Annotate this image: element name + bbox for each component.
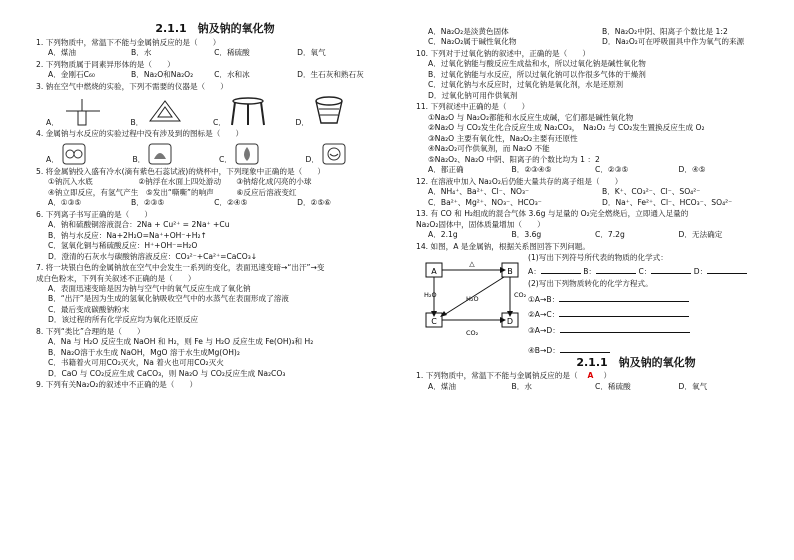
blank-reaction-3[interactable] (560, 332, 690, 333)
q7-line-1: 成白色粉末，下列有关叙述不正确的是（ ） (36, 273, 196, 283)
q13-options (428, 230, 776, 239)
q3-option-a: A． (46, 93, 102, 127)
second-title: 2.1.1 钠及钠的氧化物 (576, 355, 696, 369)
q8-option-d: D．CaO 与 CO₂反应生成 CaCO₃，则 Na₂O 与 CO₂反应生成 Na₂CO₃ (48, 368, 286, 378)
goggles-icon (62, 143, 86, 165)
q7-option-c: C．最后变成碳酸钠粉末 (48, 304, 130, 314)
blank-c[interactable] (651, 273, 691, 274)
q12-option-b: B．K⁺、CO₃²⁻、Cl⁻、SO₄²⁻ (602, 187, 701, 197)
q3-option-b: B． (130, 93, 184, 127)
q12-stem: 12. 在溶液中加入 Na₂O₂后仍能大量共存的离子组是（ ） (416, 176, 623, 186)
q4-icon-options (46, 141, 346, 165)
q6-option-b: B．钠与水反应：Na+2H₂O=Na⁺+OH⁻+H₂↑ (48, 230, 207, 240)
right-column (416, 0, 776, 391)
q2-option-c: C．水和冰 (214, 70, 250, 80)
label-co2-right: CO₂ (514, 291, 527, 300)
q8-option-b: B．Na₂O溶于水生成 NaOH，MgO 溶于水生成Mg(OH)₂ (48, 347, 240, 357)
q13-option-b: B．3.6g (511, 230, 542, 240)
node-d: D (506, 317, 514, 327)
q13-option-c: C．7.2g (595, 230, 625, 240)
q11-options (428, 165, 776, 174)
wash-hands-icon (322, 143, 346, 165)
heating-icon (148, 143, 172, 165)
q4-option-d: D． (306, 141, 346, 165)
q10-option-b: B．过氧化钠能与水反应，所以过氧化钠可以作很多气体的干燥剂 (428, 69, 646, 79)
q5-options (48, 198, 394, 207)
q2-option-d: D．生石灰和熟石灰 (297, 70, 364, 80)
q8-option-a: A．Na 与 H₂O 反应生成 NaOH 和 H₂，则 Fe 与 H₂O 反应生成 Fe(OH)₃和 H₂ (48, 337, 314, 347)
node-b: B (507, 267, 513, 277)
reaction-diagram (424, 255, 534, 343)
q12-option-d: D．Na⁺、Fe²⁺、Cl⁻、HCO₃⁻、SO₄²⁻ (602, 197, 733, 207)
q4-option-a: A． (46, 141, 86, 165)
q11-statement-4: ④Na₂O₂可作供氧剂，而 Na₂O 不能 (428, 144, 550, 154)
r1-stem: 1. 下列物质中，常温下不能与金属钠反应的是（ A ） (416, 371, 612, 381)
q4-stem: 4. 金属钠与水反应的实验过程中没有涉及到的图标是（ ） (36, 129, 244, 139)
q2-stem: 2. 下列物质属于同素异形体的是（ ） (36, 59, 175, 69)
label-co2-bottom: CO₂ (466, 329, 479, 338)
q14-formula-blanks: A： B： C： D： (528, 267, 776, 276)
q3-apparatus-options (46, 93, 346, 127)
q6-option-a: A．钠和硫酸铜溶液混合：2Na + Cu²⁺ = 2Na⁺ +Cu (48, 220, 230, 230)
q6-option-c: C．氢氧化铜与稀硫酸反应：H⁺+OH⁻=H₂O (48, 241, 198, 251)
blank-d[interactable] (707, 273, 747, 274)
q9-option-c: C．Na₂O₂属于碱性氧化物 (428, 37, 517, 47)
q2-option-a: A．金刚石C₆₀ (48, 70, 95, 80)
q11-stem: 11. 下列叙述中正确的是（ ） (416, 102, 530, 112)
left-column (36, 0, 394, 390)
r1-option-c: C．稀硫酸 (595, 381, 631, 391)
q1-stem: 1. 下列物质中，常温下不能与金属钠反应的是（ ） (36, 37, 221, 47)
q11-statement-3: ③Na₂O 主要有氧化性，Na₂O₂主要有还原性 (428, 133, 578, 143)
blank-b[interactable] (596, 273, 636, 274)
q13-line-2: Na₂O₂固体中，固体质量增加（ ） (416, 219, 545, 229)
q11-option-d: D．④⑤ (678, 165, 706, 175)
q1-options (48, 48, 394, 57)
q12-option-a: A．NH₄⁺、Ba²⁺、Cl⁻、NO₃⁻ (428, 187, 530, 197)
label-h2o-left: H₂O (424, 291, 437, 300)
q13-option-d: D．无法确定 (678, 230, 723, 240)
blank-reaction-2[interactable] (559, 316, 689, 317)
clay-triangle-icon (146, 97, 184, 127)
q3-option-d: D． (296, 93, 346, 127)
q14-reaction-2: ②A→C： (528, 310, 776, 319)
q4-option-b: B． (132, 141, 172, 165)
q10-stem: 10. 下列对于过氧化钠的叙述中，正确的是（ ） (416, 48, 590, 58)
q5-line-2: ④钠立即反应，有氢气产生 ⑤发出“嘶嘶”的响声 ⑥反应后溶液变红 (48, 187, 297, 197)
q12-options-row2 (428, 198, 776, 207)
q11-option-b: B．②③④⑤ (511, 165, 552, 175)
page-title: 2.1.1 钠及钠的氧化物 (155, 22, 275, 35)
q1-option-c: C．稀硫酸 (214, 48, 250, 58)
q3-option-c: C． (213, 93, 267, 127)
blank-reaction-1[interactable] (559, 301, 689, 302)
q11-option-a: A．都正确 (428, 165, 464, 175)
q9-option-d: D．Na₂O₂可在呼吸面具中作为氧气的来源 (602, 37, 745, 47)
q14-reaction-4: ④B→D： (528, 346, 776, 355)
q1-option-d: D．氧气 (297, 48, 326, 58)
answer-mark: A (587, 371, 594, 381)
q9-options-row2 (428, 37, 776, 46)
q9-options-row1 (428, 27, 776, 36)
q11-statement-1: ①Na₂O 与 Na₂O₂都能和水反应生成碱，它们都是碱性氧化物 (428, 112, 634, 122)
q7-option-b: B．“出汗”是因为生成的氢氧化钠吸收空气中的水蒸气在表面形成了溶液 (48, 294, 289, 304)
q7-option-d: D．该过程的所有化学反应均为氧化还原反应 (48, 315, 199, 325)
q5-option-c: C．②④⑤ (214, 198, 248, 208)
q14-stem: 14. 如图，A 是金属钠，根据关系图回答下列问题。 (416, 241, 590, 251)
q5-option-d: D．②⑤⑥ (297, 198, 331, 208)
crucible-icon (312, 95, 346, 127)
blank-a[interactable] (541, 273, 581, 274)
q14-sub2: (2)写出下列物质转化的化学方程式。 (528, 279, 653, 289)
q12-option-c: C．Ba²⁺、Mg²⁺、NO₃⁻、HCO₃⁻ (428, 197, 542, 207)
heat-label: △ (469, 260, 475, 269)
q10-option-c: C．过氧化钠与水反应时，过氧化钠是氧化剂，水是还原剂 (428, 80, 624, 90)
q12-options-row1 (428, 187, 776, 196)
blank-reaction-4[interactable] (560, 352, 610, 353)
tripod-icon (229, 95, 267, 127)
q8-stem: 8. 下列“类比”合理的是（ ） (36, 326, 145, 336)
burner-stand-icon (62, 97, 102, 127)
q13-stem: 13. 有 CO 和 H₂组成的混合气体 3.6g 与足量的 O₂完全燃烧后，立即通入足量的 (416, 209, 689, 219)
q14-answers (528, 253, 776, 335)
q2-options (48, 70, 394, 79)
q9-stem: 9. 下列有关Na₂O₂的叙述中不正确的是（ ） (36, 380, 198, 390)
q11-statement-2: ②Na₂O 与 CO₂发生化合反应生成 Na₂CO₃， Na₂O₂ 与 CO₂发生置换反应生成 O₂ (428, 123, 705, 133)
q10-option-d: D．过氧化钠可用作供氧剂 (428, 90, 518, 100)
r1-option-b: B．水 (511, 381, 532, 391)
q1-option-a: A．煤油 (48, 48, 76, 58)
node-c: C (431, 317, 437, 327)
q14-reaction-3: ③A→D： (528, 326, 776, 335)
q1-option-b: B．水 (131, 48, 152, 58)
q8-option-c: C．书籍着火可用CO₂灭火，Na 着火也可用CO₂灭火 (48, 358, 224, 368)
r1-option-a: A．煤油 (428, 381, 456, 391)
q6-option-d: D．澄清的石灰水与碳酸钠溶液反应：CO₃²⁻+Ca²⁺=CaCO₃↓ (48, 251, 258, 261)
q11-option-c: C．②③⑤ (595, 165, 629, 175)
q5-option-b: B．②③⑤ (131, 198, 165, 208)
flame-icon (235, 143, 259, 165)
q2-option-b: B．Na₂O和Na₂O₂ (131, 70, 194, 80)
q14-reaction-1: ①A→B： (528, 295, 776, 304)
q6-stem: 6. 下列离子书写正确的是（ ） (36, 209, 152, 219)
q14-area (416, 253, 776, 343)
q7-option-a: A．表面迅速变暗是因为钠与空气中的氧气反应生成了氧化钠 (48, 283, 251, 293)
q5-line-1: ①钠沉入水底 ②钠浮在水面上四处游动 ③钠熔化成闪亮的小球 (48, 177, 312, 187)
node-a: A (431, 267, 437, 277)
q5-stem: 5. 将金属钠投入盛有冷水(滴有紫色石蕊试液)的烧杯中，下列现象中正确的是（ ） (36, 166, 325, 176)
q5-option-a: A．①③⑤ (48, 198, 82, 208)
r1-options (428, 382, 776, 391)
q13-option-a: A．2.1g (428, 230, 458, 240)
q10-option-a: A．过氧化钠能与酸反应生成盐和水，所以过氧化钠是碱性氧化物 (428, 59, 646, 69)
q9-option-b: B．Na₂O₂中阴、阳离子个数比是 1:2 (602, 27, 728, 36)
q3-stem: 3. 钠在空气中燃烧的实验，下列不需要的仪器是（ ） (36, 81, 228, 91)
q9-option-a: A．Na₂O₂是淡黄色固体 (428, 27, 509, 36)
q14-sub1: (1)写出下列符号所代表的物质的化学式： (528, 253, 668, 263)
q7-stem: 7. 将一块银白色的金属钠放在空气中会发生一系列的变化，表面迅速变暗→“出汗”→变 (36, 263, 325, 273)
q11-statement-5: ⑤Na₂O₂、Na₂O 中阴、阳离子的个数比均为 1 ：2 (428, 154, 600, 164)
r1-option-d: D．氧气 (678, 381, 708, 391)
q4-option-c: C． (219, 141, 259, 165)
label-h2o-mid: H₂O (466, 295, 479, 304)
